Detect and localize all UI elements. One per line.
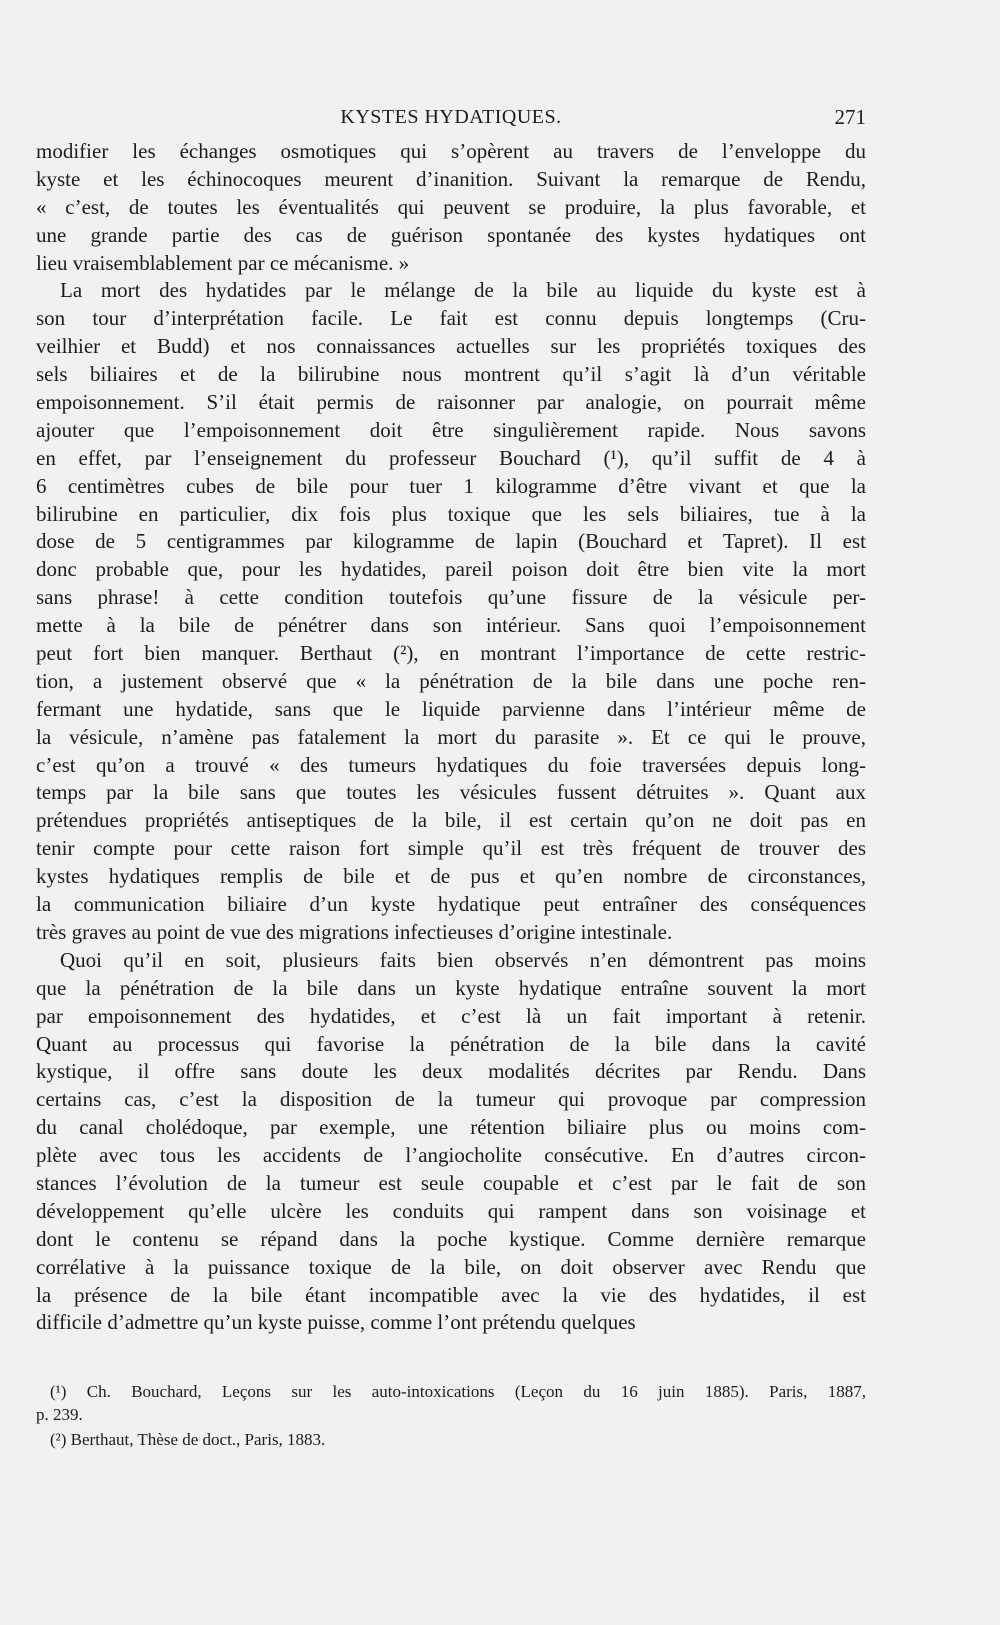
- text-line: lieu vraisemblablement par ce mécanisme. »: [36, 250, 410, 275]
- text-line: prétendues propriétés antiseptiques de la bile, il est certain qu’on ne doit pas en: [36, 808, 866, 833]
- text-line: la présence de la bile étant incompatible avec la vie des hydatides, il est: [36, 1282, 866, 1307]
- text-line: dose de 5 centigrammes par kilogramme de lapin (Bouchard et Tapret). Il est: [36, 529, 866, 554]
- text-line: du canal cholédoque, par exemple, une rétention biliaire plus ou moins com-: [36, 1115, 866, 1140]
- text-line: c’est qu’on a trouvé « des tumeurs hydatiques du foie traversées depuis long-: [36, 752, 866, 777]
- text-line: « c’est, de toutes les éventualités qui peuvent se produire, la plus favorable, et: [36, 194, 866, 219]
- text-line: la vésicule, n’amène pas fatalement la mort du parasite ». Et ce qui le prouve,: [36, 724, 866, 749]
- text-line: temps par la bile sans que toutes les vésicules fussent détruites ». Quant aux: [36, 780, 866, 805]
- text-line: La mort des hydatides par le mélange de la bile au liquide du kyste est à: [60, 278, 866, 303]
- text-line: très graves au point de vue des migrations infectieuses d’origine intestinale.: [36, 919, 673, 944]
- text-line: tenir compte pour cette raison fort simple qu’il est très fréquent de trouver des: [36, 836, 866, 861]
- text-line: la communication biliaire d’un kyste hydatique peut entraîner des conséquences: [36, 892, 866, 917]
- text-line: corrélative à la puissance toxique de la bile, on doit observer avec Rendu que: [36, 1254, 866, 1279]
- text-line: bilirubine en particulier, dix fois plus toxique que les sels biliaires, tue à la: [36, 501, 866, 526]
- text-line: donc probable que, pour les hydatides, pareil poison doit être bien vite la mort: [36, 557, 866, 582]
- text-line: mette à la bile de pénétrer dans son intérieur. Sans quoi l’empoisonnement: [36, 613, 866, 638]
- footnote-line: (¹) Ch. Bouchard, Leçons sur les auto-intoxications (Leçon du 16 juin 1885). Paris, 1887,: [50, 1382, 866, 1401]
- text-line: veilhier et Budd) et nos connaissances actuelles sur les propriétés toxiques des: [36, 334, 866, 359]
- text-line: stances l’évolution de la tumeur est seule coupable et c’est par le fait de son: [36, 1170, 866, 1195]
- text-line: peut fort bien manquer. Berthaut (²), en montrant l’importance de cette restric-: [36, 641, 866, 666]
- text-line: kyste et les échinocoques meurent d’inanition. Suivant la remarque de Rendu,: [36, 166, 866, 191]
- footnote-line: (²) Berthaut, Thèse de doct., Paris, 1883.: [50, 1430, 326, 1449]
- footnote-line: p. 239.: [36, 1405, 83, 1424]
- text-line: certains cas, c’est la disposition de la tumeur qui provoque par compression: [36, 1087, 866, 1112]
- text-line: plète avec tous les accidents de l’angiocholite consécutive. En d’autres circon-: [36, 1143, 866, 1168]
- text-line: une grande partie des cas de guérison spontanée des kystes hydatiques ont: [36, 222, 866, 247]
- page-number: 271: [834, 105, 866, 129]
- text-line: Quoi qu’il en soit, plusieurs faits bien observés n’en démontrent pas moins: [60, 947, 866, 972]
- footnotes: [36, 1380, 866, 1451]
- text-line: ajouter que l’empoisonnement doit être singulièrement rapide. Nous savons: [36, 417, 866, 442]
- text-line: sans phrase! à cette condition toutefois qu’une fissure de la vésicule per-: [36, 585, 866, 610]
- text-line: fermant une hydatide, sans que le liquide parvienne dans l’intérieur même de: [36, 696, 866, 721]
- text-line: difficile d’admettre qu’un kyste puisse, comme l’ont prétendu quelques: [36, 1310, 636, 1335]
- text-line: dont le contenu se répand dans la poche kystique. Comme dernière remarque: [36, 1226, 866, 1251]
- running-title: KYSTES HYDATIQUES.: [340, 106, 562, 128]
- text-line: développement qu’elle ulcère les conduits qui rampent dans son voisinage et: [36, 1198, 866, 1223]
- running-head: [36, 104, 866, 130]
- body-text: [36, 138, 866, 1337]
- text-line: Quant au processus qui favorise la pénétration de la bile dans la cavité: [36, 1031, 866, 1056]
- text-line: 6 centimètres cubes de bile pour tuer 1 kilogramme d’être vivant et que la: [36, 473, 866, 498]
- text-line: kystes hydatiques remplis de bile et de pus et qu’en nombre de circonstances,: [36, 864, 866, 889]
- text-line: que la pénétration de la bile dans un kyste hydatique entraîne souvent la mort: [36, 975, 866, 1000]
- text-line: son tour d’interprétation facile. Le fait est connu depuis longtemps (Cru-: [36, 306, 866, 331]
- text-line: modifier les échanges osmotiques qui s’opèrent au travers de l’enveloppe du: [36, 139, 866, 163]
- text-line: empoisonnement. S’il était permis de raisonner par analogie, on pourrait même: [36, 390, 866, 415]
- text-line: sels biliaires et de la bilirubine nous montrent qu’il s’agit là d’un véritable: [36, 362, 866, 387]
- text-line: par empoisonnement des hydatides, et c’est là un fait important à retenir.: [36, 1003, 866, 1028]
- text-line: kystique, il offre sans doute les deux modalités décrites par Rendu. Dans: [36, 1059, 866, 1084]
- text-line: tion, a justement observé que « la pénétration de la bile dans une poche ren-: [36, 668, 866, 693]
- text-line: en effet, par l’enseignement du professeur Bouchard (¹), qu’il suffit de 4 à: [36, 445, 866, 470]
